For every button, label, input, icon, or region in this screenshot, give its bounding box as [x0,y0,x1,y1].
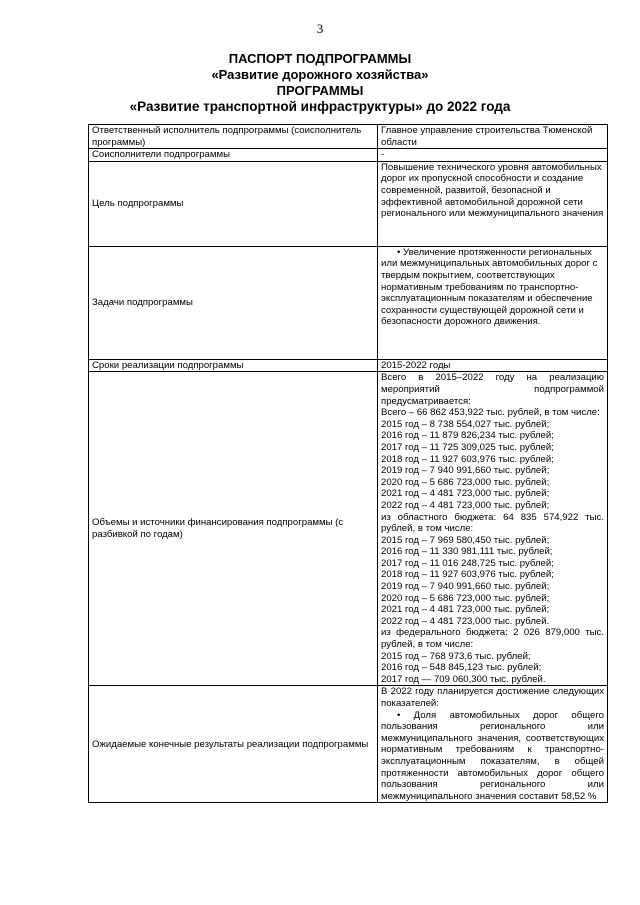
finance-regional-year: 2018 год – 11 927 603,976 тыс. рублей; [381,569,554,581]
finance-total-year: 2021 год – 4 481 723,000 тыс. рублей; [381,488,550,500]
table-row [89,359,608,372]
results-intro: В 2022 году планируется достижение следующих показателей: [381,686,604,709]
table-row [89,125,608,149]
finance-regional: из областного бюджета: 64 835 574,922 тыс. рублей, в том числе: [381,511,604,535]
page-number: 3 [316,21,324,36]
finance-regional-year: 2020 год – 5 686 723,000 тыс. рублей; [381,592,550,604]
finance-total-year: 2016 год – 11 879 826,234 тыс. рублей; [381,430,554,442]
coexecutors-label: Соисполнители подпрограммы [89,149,378,162]
tasks-label: Задачи подпрограммы [89,246,378,359]
finance-federal-list [381,651,604,686]
finance-federal-year: 2016 год – 548 845,123 тыс. рублей; [381,662,542,674]
table-row [89,686,608,803]
table-row [89,372,608,686]
header-title: ПАСПОРТ ПОДПРОГРАММЫ [228,51,412,66]
finance-federal-year: 2017 год — 709 060,300 тыс. рублей. [381,673,546,685]
results-value-cell [378,686,608,803]
finance-total-year: 2020 год – 5 686 723,000 тыс. рублей; [381,476,550,488]
finance-intro: Всего в 2015–2022 году на реализацию мероприятий подпрограммой предусматривается: [381,372,604,407]
header-program-name: «Развитие транспортной инфраструктуры» до 2022 года [129,99,511,114]
finance-total-year: 2022 год – 4 481 723,000 тыс. рублей; [381,499,550,511]
coexecutors-value: - [378,149,608,162]
finance-regional-year: 2021 год – 4 481 723,000 тыс. рублей; [381,604,550,616]
passport-table [88,124,608,803]
finance-value [378,372,608,686]
header-program-label: ПРОГРАММЫ [276,83,364,98]
finance-label: Объемы и источники финансирования подпрограммы (с разбивкой по годам) [89,372,378,686]
finance-regional-year: 2019 год – 7 940 991,660 тыс. рублей; [381,581,550,593]
results-value: • Доля автомобильных дорог общего пользования регионального или межмуниципального значения, соответствующих нормативным требованиям к транспортно-эксплуатационным показателям, в общей протяженности автомобильных дорог общего пользования регионального или межмуниципального значения составит 58,52 % [381,709,604,802]
table-row [89,149,608,162]
finance-total-year: 2019 год – 7 940 991,660 тыс. рублей; [381,465,550,477]
finance-total-list [381,419,604,512]
finance-regional-year: 2017 год – 11 016 248,725 тыс. рублей; [381,557,554,569]
finance-federal: из федерального бюджета: 2 026 879,000 тыс. рублей, в том числе: [381,627,604,651]
document-header [0,51,640,115]
executor-label: Ответственный исполнитель подпрограммы (соисполнитель программы) [89,125,378,149]
finance-regional-year: 2016 год – 11 330 981,111 тыс. рублей; [381,546,553,558]
finance-total-year: 2018 год – 11 927 603,976 тыс. рублей; [381,453,554,465]
table-row [89,246,608,359]
finance-total-year: 2017 год – 11 725 309,025 тыс. рублей; [381,441,554,453]
goal-value: Повышение технического уровня автомобильных дорог их пропускной способности и создание современной, развитой, безопасной и эффективной автомобильной дорожной сети регионального или межмуниципального значения [378,161,608,246]
table-row [89,161,608,246]
finance-federal-year: 2015 год – 768 973,6 тыс. рублей; [381,650,531,662]
executor-value: Главное управление строительства Тюменской области [378,125,608,149]
finance-regional-year: 2022 год – 4 481 723,000 тыс. рублей. [381,615,550,627]
finance-total-year: 2015 год – 8 738 554,027 тыс. рублей; [381,418,550,430]
finance-regional-list [381,535,604,628]
terms-value: 2015-2022 годы [378,359,608,372]
terms-label: Сроки реализации подпрограммы [89,359,378,372]
results-label: Ожидаемые конечные результаты реализации подпрограммы [89,686,378,803]
header-subprogram-name: «Развитие дорожного хозяйства» [211,67,429,82]
finance-regional-year: 2015 год – 7 969 580,450 тыс. рублей; [381,534,550,546]
goal-label: Цель подпрограммы [89,161,378,246]
tasks-value: • Увеличение протяженности региональных или межмуниципальных автомобильных дорог с твердым покрытием, соответствующих нормативным требованиям по транспортно-эксплуатационным показателям и обеспечение сохранности существующей дорожной сети и безопасности дорожного движения. [378,246,608,359]
finance-total: Всего – 66 862 453,922 тыс. рублей, в том числе: [381,407,600,419]
